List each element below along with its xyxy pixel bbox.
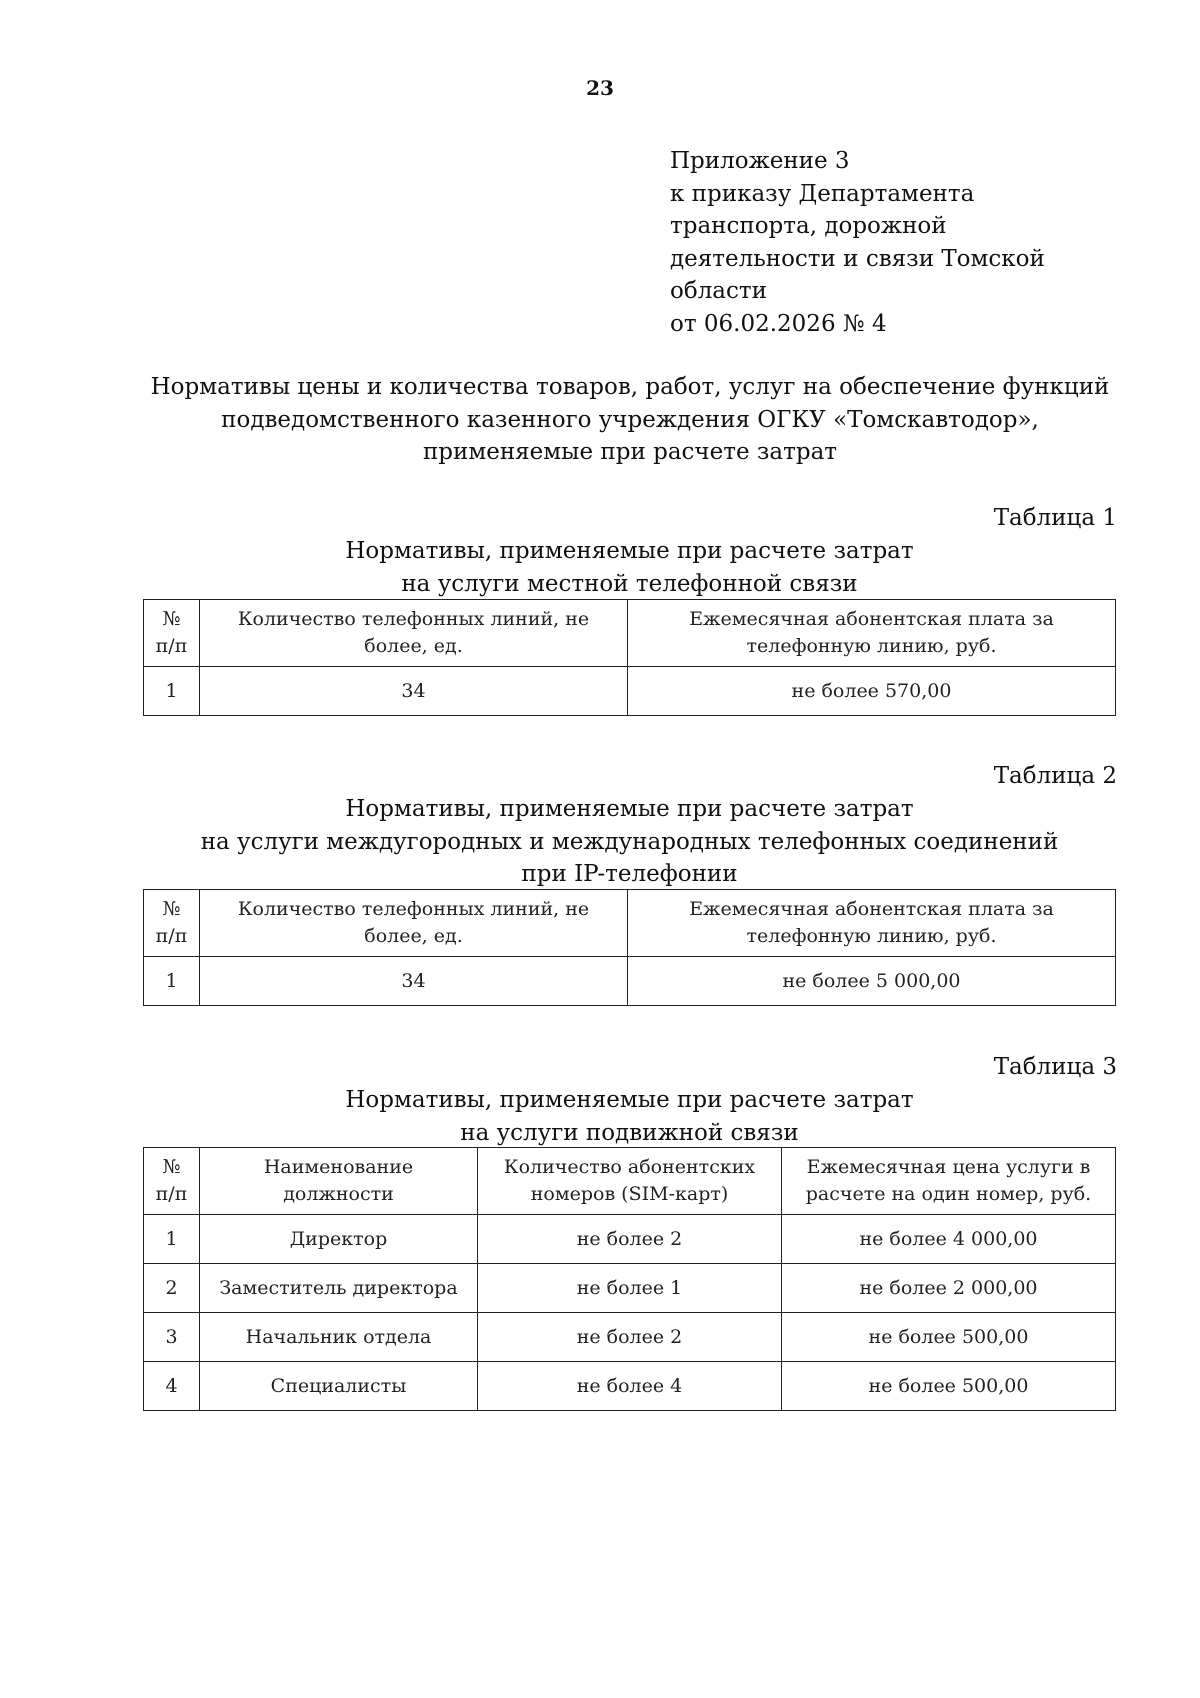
table-row: [144, 667, 1116, 716]
header-cell: Количество телефонных линий, не более, ед.: [200, 600, 628, 667]
table-header-row: [144, 1148, 1116, 1215]
caption-line: Нормативы, применяемые при расчете затрат: [345, 538, 914, 564]
table-cell: не более 4: [478, 1362, 782, 1411]
appendix-line: Приложение 3: [670, 148, 850, 174]
appendix-block: [670, 145, 1045, 340]
table-cell: не более 4 000,00: [782, 1215, 1116, 1264]
table-row: [144, 1215, 1116, 1264]
header-cell: Количество телефонных линий, не более, ед.: [200, 890, 628, 957]
title-line: Нормативы цены и количества товаров, работ, услуг на обеспечение функций: [150, 374, 1110, 400]
table-row: [144, 1313, 1116, 1362]
title-line: подведомственного казенного учреждения ОГКУ «Томскавтодор»,: [221, 406, 1039, 433]
table-cell: 4: [144, 1362, 200, 1411]
table-cell: 1: [144, 667, 200, 716]
caption-line: на услуги междугородных и международных телефонных соединений: [200, 828, 1059, 855]
table-cell: 34: [200, 667, 628, 716]
table-row: [144, 1362, 1116, 1411]
table-1-label: Таблица 1: [993, 505, 1117, 531]
table-cell: не более 2: [478, 1215, 782, 1264]
table-cell: не более 1: [478, 1264, 782, 1313]
table-header-row: [144, 890, 1116, 957]
table-cell: не более 2: [478, 1313, 782, 1362]
caption-line: Нормативы, применяемые при расчете затрат: [345, 796, 914, 822]
caption-line: при IP-телефонии: [521, 861, 738, 887]
table-cell: Специалисты: [200, 1362, 478, 1411]
table-cell: 1: [144, 1215, 200, 1264]
table-1: [143, 599, 1116, 716]
caption-line: на услуги подвижной связи: [460, 1119, 799, 1146]
table-3-caption: [143, 1084, 1116, 1149]
header-cell: № п/п: [144, 1148, 200, 1215]
table-cell: не более 5 000,00: [628, 957, 1116, 1006]
header-cell: № п/п: [144, 600, 200, 667]
table-cell: не более 500,00: [782, 1362, 1116, 1411]
table-cell: Директор: [200, 1215, 478, 1264]
appendix-line: области: [670, 278, 767, 304]
table-3: [143, 1147, 1116, 1411]
appendix-line: от 06.02.2026 № 4: [670, 310, 887, 337]
table-2-caption: [143, 793, 1116, 891]
appendix-line: транспорта, дорожной: [670, 213, 947, 239]
appendix-line: к приказу Департамента: [670, 180, 975, 207]
appendix-line: деятельности и связи Томской: [670, 245, 1045, 272]
caption-line: Нормативы, применяемые при расчете затрат: [345, 1087, 914, 1113]
table-cell: 34: [200, 957, 628, 1006]
table-3-label: Таблица 3: [993, 1054, 1117, 1080]
table-cell: не более 2 000,00: [782, 1264, 1116, 1313]
table-2-label: Таблица 2: [993, 763, 1117, 789]
header-cell: Ежемесячная абонентская плата за телефонную линию, руб.: [628, 890, 1116, 957]
caption-line: на услуги местной телефонной связи: [401, 570, 858, 597]
table-row: [144, 1264, 1116, 1313]
header-cell: Количество абонентских номеров (SIM-карт): [478, 1148, 782, 1215]
table-cell: не более 500,00: [782, 1313, 1116, 1362]
table-1-caption: [143, 535, 1116, 600]
page-number: 23: [586, 76, 614, 100]
table-cell: Заместитель директора: [200, 1264, 478, 1313]
table-header-row: [144, 600, 1116, 667]
table-cell: Начальник отдела: [200, 1313, 478, 1362]
table-cell: не более 570,00: [628, 667, 1116, 716]
table-row: [144, 957, 1116, 1006]
table-cell: 1: [144, 957, 200, 1006]
table-cell: 3: [144, 1313, 200, 1362]
header-cell: Наименование должности: [200, 1148, 478, 1215]
table-2: [143, 889, 1116, 1006]
header-cell: Ежемесячная абонентская плата за телефонную линию, руб.: [628, 600, 1116, 667]
header-cell: Ежемесячная цена услуги в расчете на один номер, руб.: [782, 1148, 1116, 1215]
title-line: применяемые при расчете затрат: [422, 439, 838, 465]
table-cell: 2: [144, 1264, 200, 1313]
header-cell: № п/п: [144, 890, 200, 957]
document-title: [0, 371, 1200, 469]
